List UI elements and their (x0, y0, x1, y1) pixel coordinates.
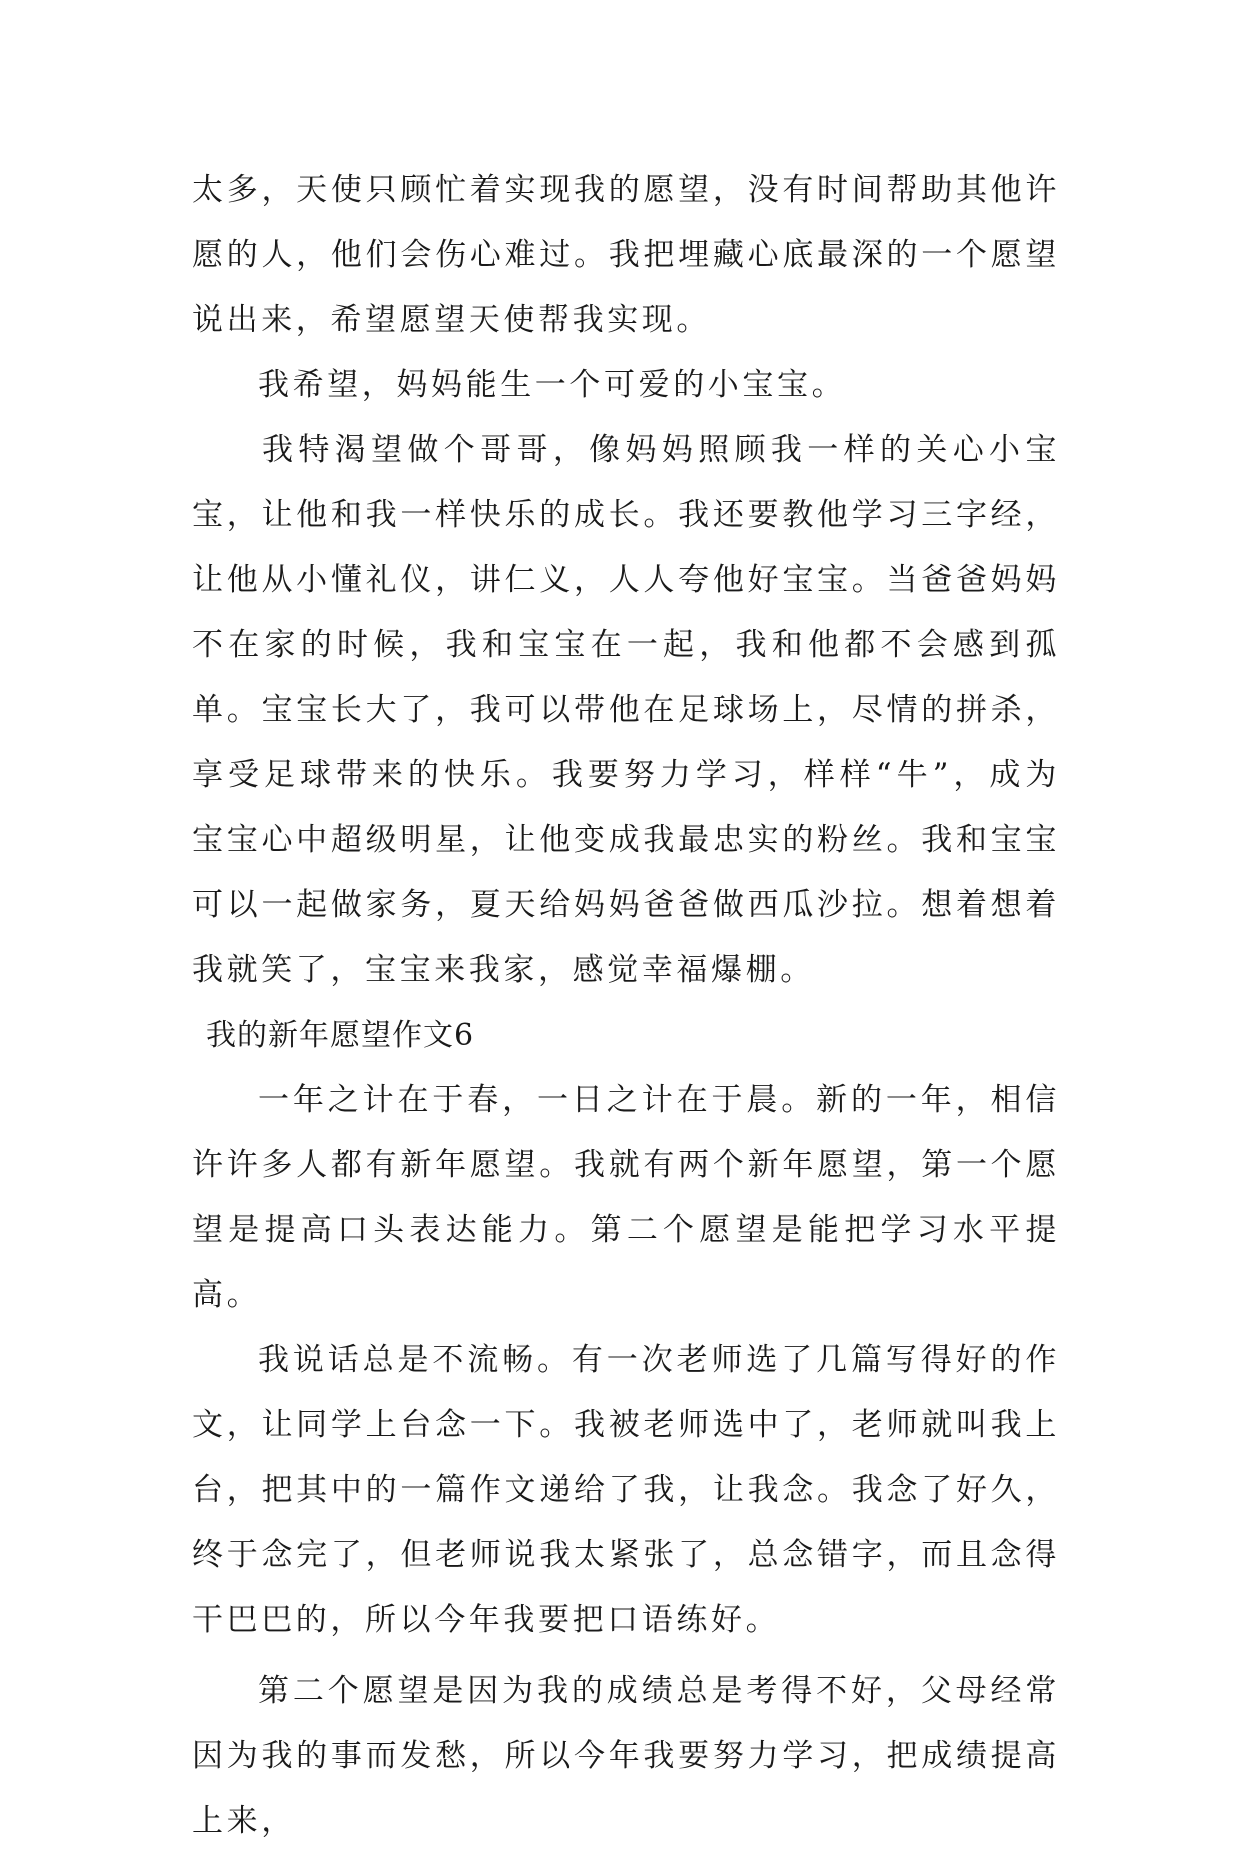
paragraph-big-brother: 我特渴望做个哥哥，像妈妈照顾我一样的关心小宝宝，让他和我一样快乐的成长。我还要教他学习三字经，让他从小懂礼仪，讲仁义，人人夸他好宝宝。当爸爸妈妈不在家的时候，我和宝宝在一起，我和他都不会感到孤单。宝宝长大了，我可以带他在足球场上，尽情的拼杀，享受足球带来的快乐。我要努力学习，样样“牛”，成为宝宝心中超级明星，让他变成我最忠实的粉丝。我和宝宝可以一起做家务，夏天给妈妈爸爸做西瓜沙拉。想着想着我就笑了，宝宝来我家，感觉幸福爆棚。 (192, 432, 1060, 988)
section-heading: 我的新年愿望作文6 (206, 1018, 475, 1053)
paragraph-continuation: 太多，天使只顾忙着实现我的愿望，没有时间帮助其他许愿的人，他们会伤心难过。我把埋藏心底最深的一个愿望说出来，希望愿望天使帮我实现。 (192, 172, 1060, 338)
document-body (192, 158, 1060, 1854)
paragraph-wish: 我希望，妈妈能生一个可爱的小宝宝。 (258, 367, 847, 403)
paragraph-grades: 第二个愿望是因为我的成绩总是考得不好，父母经常因为我的事而发愁，所以今年我要努力学习，把成绩提高上来， (192, 1673, 1060, 1839)
paragraph-speaking: 我说话总是不流畅。有一次老师选了几篇写得好的作文，让同学上台念一下。我被老师选中了，老师就叫我上台，把其中的一篇作文递给了我，让我念。我念了好久，终于念完了，但老师说我太紧张了，总念错字，而且念得干巴巴的，所以今年我要把口语练好。 (192, 1342, 1060, 1638)
paragraph-new-year-wishes: 一年之计在于春，一日之计在于晨。新的一年，相信许许多人都有新年愿望。我就有两个新年愿望，第一个愿望是提高口头表达能力。第二个愿望是能把学习水平提高。 (192, 1082, 1060, 1313)
